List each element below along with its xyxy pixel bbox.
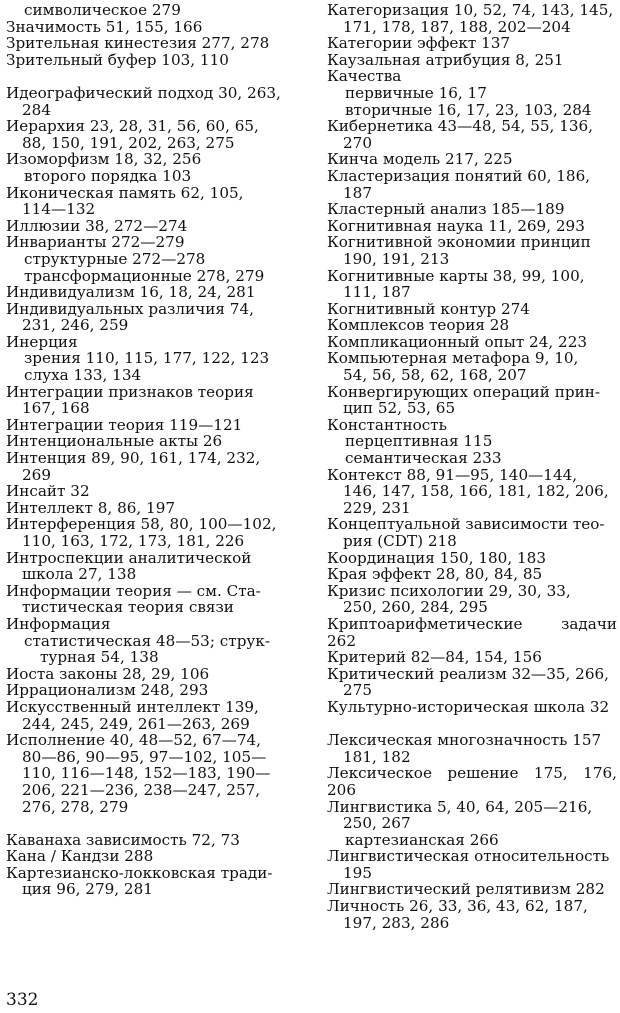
index-entry-line: Интенция 89, 90, 161, 174, 232, <box>6 449 261 468</box>
index-entry-line: Зрительный буфер 103, 110 <box>6 50 229 69</box>
index-entry <box>327 799 617 832</box>
index-entry-continuation: 270 <box>343 133 372 152</box>
index-entry <box>6 616 300 633</box>
index-entry-line: Иоста законы 28, 29, 106 <box>6 664 210 683</box>
index-entry-line: Лингвистическая относительность <box>327 847 610 866</box>
index-entry-line: Интроспекции аналитической <box>6 548 252 567</box>
index-entry-continuation: 275 <box>343 681 372 700</box>
index-subentry <box>327 102 617 119</box>
index-entry-line: Критерий 82—84, 154, 156 <box>327 648 542 667</box>
index-entry-line: структурные 272—278 <box>24 249 206 268</box>
index-entry <box>327 649 617 666</box>
index-entry-line: Инерция <box>6 332 78 351</box>
index-entry-line: трансформационные 278, 279 <box>24 266 265 285</box>
index-entry <box>6 732 300 815</box>
index-entry <box>327 317 617 334</box>
index-entry <box>327 350 617 383</box>
index-entry <box>327 118 617 151</box>
index-subentry <box>6 168 300 185</box>
index-entry-line: Кинча модель 217, 225 <box>327 150 513 169</box>
index-entry-line: Интерференция 58, 80, 100—102, <box>6 515 277 534</box>
index-entry <box>6 433 300 450</box>
index-entry-line: Каузальная атрибуция 8, 251 <box>327 50 564 69</box>
index-entry-line: Инварианты 272—279 <box>6 233 185 252</box>
index-entry-line: Когнитивная наука 11, 269, 293 <box>327 216 585 235</box>
index-entry <box>327 234 617 267</box>
index-entry-continuation: 54, 56, 58, 62, 168, 207 <box>343 366 527 385</box>
index-entry-continuation: 88, 150, 191, 202, 263, 275 <box>22 133 235 152</box>
index-entry-line: Когнитивные карты 38, 99, 100, <box>327 266 585 285</box>
index-entry <box>327 848 617 881</box>
index-subentry <box>6 350 300 367</box>
index-entry <box>6 234 300 251</box>
index-column-left <box>6 2 300 898</box>
index-entry-line: семантическая 233 <box>345 449 502 468</box>
index-entry <box>6 450 300 483</box>
index-entry <box>6 35 300 52</box>
index-entry-continuation: 250, 260, 284, 295 <box>343 598 488 617</box>
index-entry-line: зрения 110, 115, 177, 122, 123 <box>24 349 270 368</box>
index-entry-line: Значимость 51, 155, 166 <box>6 17 203 36</box>
index-entry-line: Изоморфизм 18, 32, 256 <box>6 150 202 169</box>
index-entry-line: Кластерный анализ 185—189 <box>327 200 565 219</box>
index-entry-line: Идеографический подход 30, 263, <box>6 83 281 102</box>
index-entry <box>327 898 617 931</box>
index-entry-line: Когнитивной экономии принцип <box>327 233 591 252</box>
index-entry-continuation: 110, 116—148, 152—183, 190— <box>22 764 271 783</box>
index-entry <box>6 118 300 151</box>
index-entry <box>327 201 617 218</box>
index-subentry <box>327 85 617 102</box>
index-subentry <box>6 367 300 384</box>
index-entry-continuation: 167, 168 <box>22 399 90 418</box>
index-entry-line: статистическая 48—53; струк- <box>24 631 270 650</box>
index-entry <box>6 185 300 218</box>
letter-section-gap <box>6 68 300 85</box>
index-entry <box>6 832 300 849</box>
index-entry-continuation: 197, 283, 286 <box>343 913 450 932</box>
index-entry-continuation: школа 27, 138 <box>22 565 137 584</box>
index-entry-line: Комплексов теория 28 <box>327 316 510 335</box>
index-entry-line: Информации теория — см. Ста- <box>6 581 261 600</box>
index-entry <box>327 417 617 434</box>
page-number: 332 <box>6 990 39 1010</box>
index-entry <box>6 682 300 699</box>
index-entry-line: вторичные 16, 17, 23, 103, 284 <box>345 100 592 119</box>
index-entry-line: Лексическая многозначность 157 <box>327 731 602 750</box>
index-entry <box>6 284 300 301</box>
index-entry-continuation: 146, 147, 158, 166, 181, 182, 206, <box>343 482 609 501</box>
index-entry <box>6 334 300 351</box>
index-entry-line: Искусственный интеллект 139, <box>6 697 259 716</box>
index-entry-continuation: 111, 187 <box>343 283 411 302</box>
index-entry <box>6 483 300 500</box>
index-entry-continuation: ция 96, 279, 281 <box>22 880 153 899</box>
index-entry <box>327 881 617 898</box>
index-entry-line: Индивидуализм 16, 18, 24, 281 <box>6 283 256 302</box>
index-entry-line: перцептивная 115 <box>345 432 493 451</box>
index-entry-continuation: 190, 191, 213 <box>343 249 450 268</box>
index-entry <box>6 417 300 434</box>
index-entry <box>327 384 617 417</box>
letter-section-gap <box>327 716 617 733</box>
index-entry-line: Края эффект 28, 80, 84, 85 <box>327 565 543 584</box>
index-entry-continuation: 171, 178, 187, 188, 202—204 <box>343 17 571 36</box>
index-entry <box>327 583 617 616</box>
index-entry-line: Категоризация 10, 52, 74, 143, 145, <box>327 1 614 19</box>
index-entry-continuation: тистическая теория связи <box>22 598 234 617</box>
index-entry-continuation: 231, 246, 259 <box>22 316 129 335</box>
index-entry-line: Категории эффект 137 <box>327 34 511 53</box>
index-entry <box>327 2 617 35</box>
index-entry <box>327 334 617 351</box>
index-entry <box>6 52 300 69</box>
index-entry <box>6 516 300 549</box>
index-entry <box>6 583 300 616</box>
index-entry <box>327 151 617 168</box>
index-entry-line: Кризис психологии 29, 30, 33, <box>327 581 571 600</box>
index-entry-line: Лексическое решение 175, 176, 206 <box>327 764 617 799</box>
index-entry <box>327 301 617 318</box>
index-entry-line: Когнитивный контур 274 <box>327 299 530 318</box>
index-entry-continuation: турная 54, 138 <box>40 648 159 667</box>
index-entry-continuation: 244, 245, 249, 261—263, 269 <box>22 714 250 733</box>
index-entry <box>6 865 300 898</box>
index-entry-continuation: цип 52, 53, 65 <box>343 399 456 418</box>
index-entry <box>327 68 617 85</box>
index-entry-continuation: рия (CDT) 218 <box>343 532 457 550</box>
index-entry-line: Интенциональные акты 26 <box>6 432 223 451</box>
index-subentry <box>327 433 617 450</box>
index-entry-line: Иконическая память 62, 105, <box>6 183 244 202</box>
index-entry-line: Картезианско-локковская тради- <box>6 863 273 882</box>
index-entry-continuation: 114—132 <box>22 200 96 219</box>
index-entry-line: Компликационный опыт 24, 223 <box>327 332 588 351</box>
index-entry-line: Личность 26, 33, 36, 43, 62, 187, <box>327 897 588 916</box>
letter-section-gap <box>6 815 300 832</box>
index-entry-line: Качества <box>327 67 402 86</box>
index-entry <box>6 500 300 517</box>
index-subentry <box>6 2 300 19</box>
index-entry-line: Кластеризация понятий 60, 186, <box>327 166 591 185</box>
index-entry-continuation: 80—86, 90—95, 97—102, 105— <box>22 747 267 766</box>
index-entry-line: Интеграции теория 119—121 <box>6 415 243 434</box>
index-entry-line: Интеграции признаков теория <box>6 382 254 401</box>
index-entry <box>327 168 617 201</box>
index-entry <box>6 550 300 583</box>
index-entry <box>327 732 617 765</box>
index-entry-line: Иллюзии 38, 272—274 <box>6 216 188 235</box>
index-entry-continuation: 276, 278, 279 <box>22 797 129 816</box>
index-entry <box>6 848 300 865</box>
index-entry <box>327 35 617 52</box>
index-entry-line: Лингвистика 5, 40, 64, 205—216, <box>327 797 593 816</box>
index-entry-continuation: 269 <box>22 465 51 484</box>
index-entry <box>6 699 300 732</box>
index-entry-line: Информация <box>6 614 111 633</box>
index-entry-line: Компьютерная метафора 9, 10, <box>327 349 579 368</box>
index-entry-continuation: 250, 267 <box>343 814 411 833</box>
index-entry-continuation: 284 <box>22 100 51 119</box>
index-entry-line: Каванаха зависимость 72, 73 <box>6 830 240 849</box>
index-entry-line: Контекст 88, 91—95, 140—144, <box>327 465 578 484</box>
index-entry-line: Культурно-историческая школа 32 <box>327 697 610 716</box>
index-entry <box>327 467 617 517</box>
index-entry-continuation: 195 <box>343 863 372 882</box>
index-entry <box>327 218 617 235</box>
index-entry-line: картезианская 266 <box>345 830 499 849</box>
index-entry-line: Лингвистический релятивизм 282 <box>327 880 605 899</box>
index-entry-line: Кана / Кандзи 288 <box>6 847 154 866</box>
index-entry-line: Интеллект 8, 86, 197 <box>6 498 176 517</box>
index-entry <box>6 19 300 36</box>
index-column-right <box>327 2 617 931</box>
index-entry <box>327 268 617 301</box>
index-entry <box>6 301 300 334</box>
index-entry-line: слуха 133, 134 <box>24 366 142 385</box>
index-entry-line: Криптоарифметические задачи 262 <box>327 614 617 650</box>
index-entry-line: символическое 279 <box>24 1 181 19</box>
index-entry-line: Инсайт 32 <box>6 482 90 501</box>
index-entry-line: Координация 150, 180, 183 <box>327 548 546 567</box>
index-subentry <box>6 251 300 268</box>
index-entry-continuation: 229, 231 <box>343 498 411 517</box>
index-entry <box>327 52 617 69</box>
index-entry-line: Концептуальной зависимости тео- <box>327 515 605 534</box>
index-entry <box>6 85 300 118</box>
index-entry <box>327 765 617 798</box>
index-entry <box>327 699 617 716</box>
index-entry <box>6 666 300 683</box>
index-entry-continuation: 110, 163, 172, 173, 181, 226 <box>22 532 245 550</box>
index-entry-line: Критический реализм 32—35, 266, <box>327 664 609 683</box>
index-entry-line: Иррационализм 248, 293 <box>6 681 209 700</box>
index-entry <box>6 151 300 168</box>
index-entry <box>327 666 617 699</box>
index-entry-line: Исполнение 40, 48—52, 67—74, <box>6 731 261 750</box>
index-entry-line: Константность <box>327 415 447 434</box>
index-entry <box>327 566 617 583</box>
index-entry-continuation: 181, 182 <box>343 747 411 766</box>
index-subentry <box>327 832 617 849</box>
index-entry-line: Конвергирующих операций прин- <box>327 382 600 401</box>
index-entry-line: Иерархия 23, 28, 31, 56, 60, 65, <box>6 117 259 136</box>
index-entry <box>327 616 617 649</box>
index-entry-line: второго порядка 103 <box>24 166 192 185</box>
index-entry-line: первичные 16, 17 <box>345 83 487 102</box>
index-entry-line: Кибернетика 43—48, 54, 55, 136, <box>327 117 594 136</box>
index-subentry <box>6 633 300 666</box>
index-entry <box>327 516 617 549</box>
index-entry <box>6 218 300 235</box>
index-entry-continuation: 206, 221—236, 238—247, 257, <box>22 780 261 799</box>
index-entry-line: Зрительная кинестезия 277, 278 <box>6 34 270 53</box>
index-subentry <box>327 450 617 467</box>
index-entry-continuation: 187 <box>343 183 372 202</box>
index-entry-line: Индивидуальных различия 74, <box>6 299 254 318</box>
index-entry <box>327 550 617 567</box>
index-subentry <box>6 268 300 285</box>
index-entry <box>6 384 300 417</box>
